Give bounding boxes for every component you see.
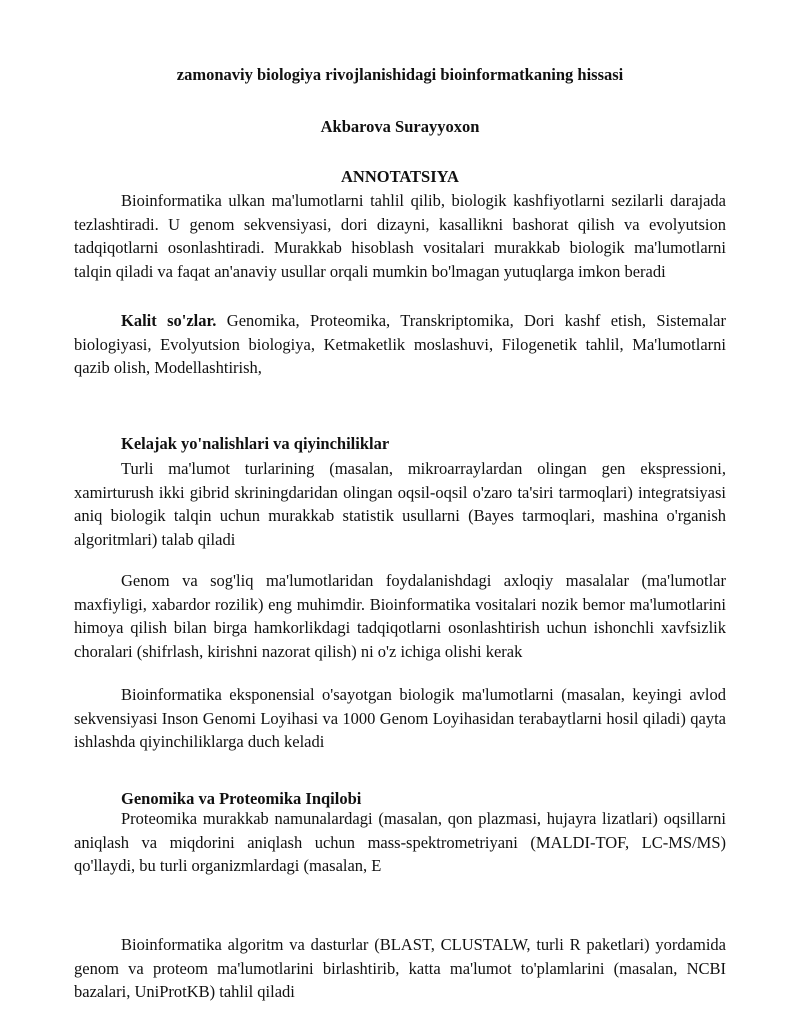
section-heading-future: Kelajak yo'nalishlari va qiyinchiliklar [121,434,390,453]
section-heading-genomics: Genomika va Proteomika Inqilobi [121,789,362,808]
annotation-heading: ANNOTATSIYA [341,167,459,186]
annotation-paragraph: Bioinformatika ulkan ma'lumotlarni tahlil qilib, biologik kashfiyotlarni sezilarli darajada tezlashtiradi. U genom sekvensiyasi, dori dizayni, kasallikni bashorat qilish va evolyutsion tadqiqotlarni osonlashtiradi. Murakkab hisoblash vositalari murakkab biologik ma'lumotlarni talqin qiladi va faqat an'anaviy usullar orqali mumkin bo'lmagan yutuqlarga imkon beradi [74,191,726,281]
section1-paragraph-1: Turli ma'lumot turlarining (masalan, mikroarraylardan olingan gen ekspressioni, xamirturush ikki gibrid skriningdaridan olingan oqsil-oqsil o'zaro ta'siri tarmoqlari) integratsiyasi aniq biologik talqin uchun murakkab statistik usullarni (Bayes tarmoqlari, mashina o'rganish algoritmlari) talab qiladi [74,459,726,549]
keywords-label: Kalit so'zlar. [121,311,217,330]
section2-paragraph-1: Proteomika murakkab namunalardagi (masalan, qon plazmasi, hujayra lizatlari) oqsillarni aniqlash va miqdorini aniqlash uchun mass-spektrometriyani (MALDI-TOF, LC-MS/MS) qo'llaydi, bu turli organizmlardagi (masalan, E [74,809,726,875]
keywords-paragraph [74,309,726,380]
keywords-text: Genomika, Proteomika, Transkriptomika, Dori kashf etish, Sistemalar biologiyasi, Evolyutsion biologiya, Ketmaketlik moslashuvi, Filogenetik tahlil, Ma'lumotlarni qazib olish, Modellashtirish, [74,311,726,377]
paper-title: zamonaviy biologiya rivojlanishidagi bioinformatkaning hissasi [176,65,624,84]
section2-paragraph-2: Bioinformatika algoritm va dasturlar (BLAST, CLUSTALW, turli R paketlari) yordamida genom va proteom ma'lumotlarini birlashtirib, katta ma'lumot to'plamlarini (masalan, NCBI bazalari, UniProtKB) tahlil qiladi [74,935,726,1001]
section1-paragraph-3: Bioinformatika eksponensial o'sayotgan biologik ma'lumotlarni (masalan, keyingi avlod sekvensiyasi Inson Genomi Loyihasi va 1000 Genom Loyihasidan terabaytlarni hosil qiladi) qayta ishlashda qiyinchiliklarga duch keladi [74,685,726,751]
section1-paragraph-2: Genom va sog'liq ma'lumotlaridan foydalanishdagi axloqiy masalalar (ma'lumotlar maxfiyligi, xabardor rozilik) eng muhimdir. Bioinformatika vositalari nozik bemor ma'lumotlarini himoya qilish bilan birga hamkorlikdagi tadqiqotlarni osonlashtirish uchun ishonchli xavfsizlik choralari (shifrlash, kirishni nazorat qilish) ni o'z ichiga olishi kerak [74,571,726,661]
author-name: Akbarova Surayyoxon [320,117,480,136]
